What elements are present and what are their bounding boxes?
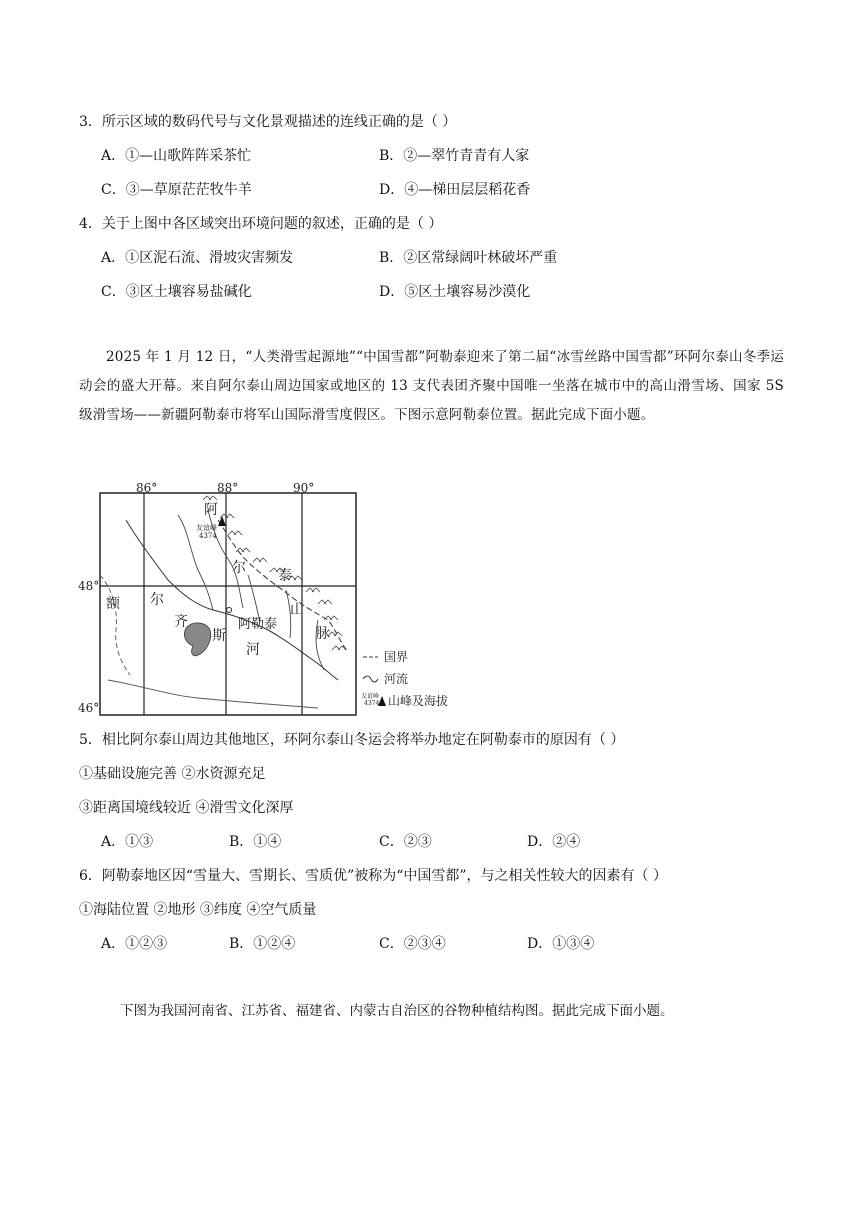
- altay-city-marker: [227, 608, 232, 613]
- lat-label-46: 46°: [78, 701, 100, 715]
- lon-label-86: 86°: [136, 481, 158, 495]
- lat-label-48: 48°: [78, 579, 100, 593]
- q3-option-d: D．④—梯田层层稻花香: [379, 182, 531, 198]
- altay-location-map: [78, 480, 478, 720]
- q6-option-a: A．①②③: [101, 936, 168, 952]
- q6-option-c: C．②③④: [379, 936, 446, 952]
- lake: [184, 623, 210, 656]
- q5-option-c: C．②③: [379, 834, 432, 850]
- q4-option-d: D．⑤区土壤容易沙漠化: [379, 284, 531, 300]
- river-char-3: 齐: [174, 614, 188, 630]
- legend-peak-elevation: 4374: [364, 700, 380, 707]
- legend-border: 国界: [384, 650, 409, 664]
- q4-option-c: C．③区土壤容易盐碱化: [101, 284, 252, 300]
- passage-altay: 2025 年 1 月 12 日，“人类滑雪起源地”“中国雪都”阿勒泰迎来了第二届“冰雪丝路中国雪都”环阿尔泰山冬季运动会的盛大开幕。来自阿尔泰山周边国家或地区的 13 支代表团齐聚中国唯一坐落在城市中的高山滑雪场、国家 5S 级滑雪场——新疆阿勒泰市将军山国际滑雪度假区。下图示意阿勒泰位置。据此完成下面小题。: [79, 349, 784, 423]
- q3-option-c: C．③—草原茫茫牧牛羊: [101, 182, 252, 198]
- altay-city-label: 阿勒泰: [238, 617, 278, 632]
- q4-stem: 4．关于上图中各区域突出环境问题的叙述，正确的是（ ）: [79, 216, 443, 232]
- river-char-5: 河: [246, 642, 260, 658]
- mountain-char-1: 阿: [204, 502, 218, 518]
- border-line-west: [100, 575, 130, 675]
- q4-option-a: A．①区泥石流、滑坡灾害频发: [101, 250, 294, 266]
- mountain-char-2: 尔: [232, 560, 246, 576]
- q6-option-d: D．①③④: [527, 936, 595, 952]
- q5-statements-1: ①基础设施完善 ②水资源充足: [79, 766, 266, 782]
- q5-statements-2: ③距离国境线较近 ④滑雪文化深厚: [79, 800, 294, 816]
- mountain-char-4: 山: [290, 602, 304, 618]
- river-char-2: 尔: [150, 592, 164, 608]
- map-frame: [100, 493, 356, 715]
- river-char-1: 额: [106, 596, 120, 612]
- passage-grain: 下图为我国河南省、江苏省、福建省、内蒙古自治区的谷物种植结构图。据此完成下面小题。: [120, 1003, 674, 1019]
- ulungur-river: [108, 680, 318, 708]
- legend-peak-name: 友谊峰: [361, 693, 380, 700]
- river-char-4: 斯: [212, 628, 226, 644]
- q6-option-b: B．①②④: [229, 936, 296, 952]
- q6-statements: ①海陆位置 ②地形 ③纬度 ④空气质量: [79, 902, 317, 918]
- peak-name: 友谊峰: [196, 524, 217, 532]
- lon-label-88: 88°: [217, 481, 239, 495]
- mountain-char-3: 泰: [278, 568, 292, 584]
- q3-option-a: A．①—山歌阵阵采茶忙: [101, 148, 252, 164]
- q3-stem: 3．所示区域的数码代号与文化景观描述的连线正确的是（ ）: [79, 114, 457, 130]
- q5-option-d: D．②④: [527, 834, 581, 850]
- mountain-char-5: 脉: [316, 626, 330, 642]
- legend-river: 河流: [384, 672, 409, 686]
- q4-option-b: B．②区常绿阔叶林破坏严重: [379, 250, 558, 266]
- q5-option-a: A．①③: [101, 834, 154, 850]
- q5-option-b: B．①④: [229, 834, 282, 850]
- peak-elevation: 4374: [199, 532, 217, 540]
- map-legend: [361, 650, 448, 708]
- q3-option-b: B．②—翠竹青青有人家: [379, 148, 530, 164]
- legend-peak: 山峰及海拔: [388, 694, 449, 708]
- tributary-3: [248, 575, 260, 622]
- q6-stem: 6．阿勒泰地区因“雪量大、雪期长、雪质优”被称为“中国雪都”，与之相关性较大的因素有（ ）: [79, 868, 667, 884]
- lon-label-90: 90°: [293, 481, 315, 495]
- q5-stem: 5．相比阿尔泰山周边其他地区，环阿尔泰山冬运会将举办地定在阿勒泰市的原因有（ ）: [79, 732, 625, 748]
